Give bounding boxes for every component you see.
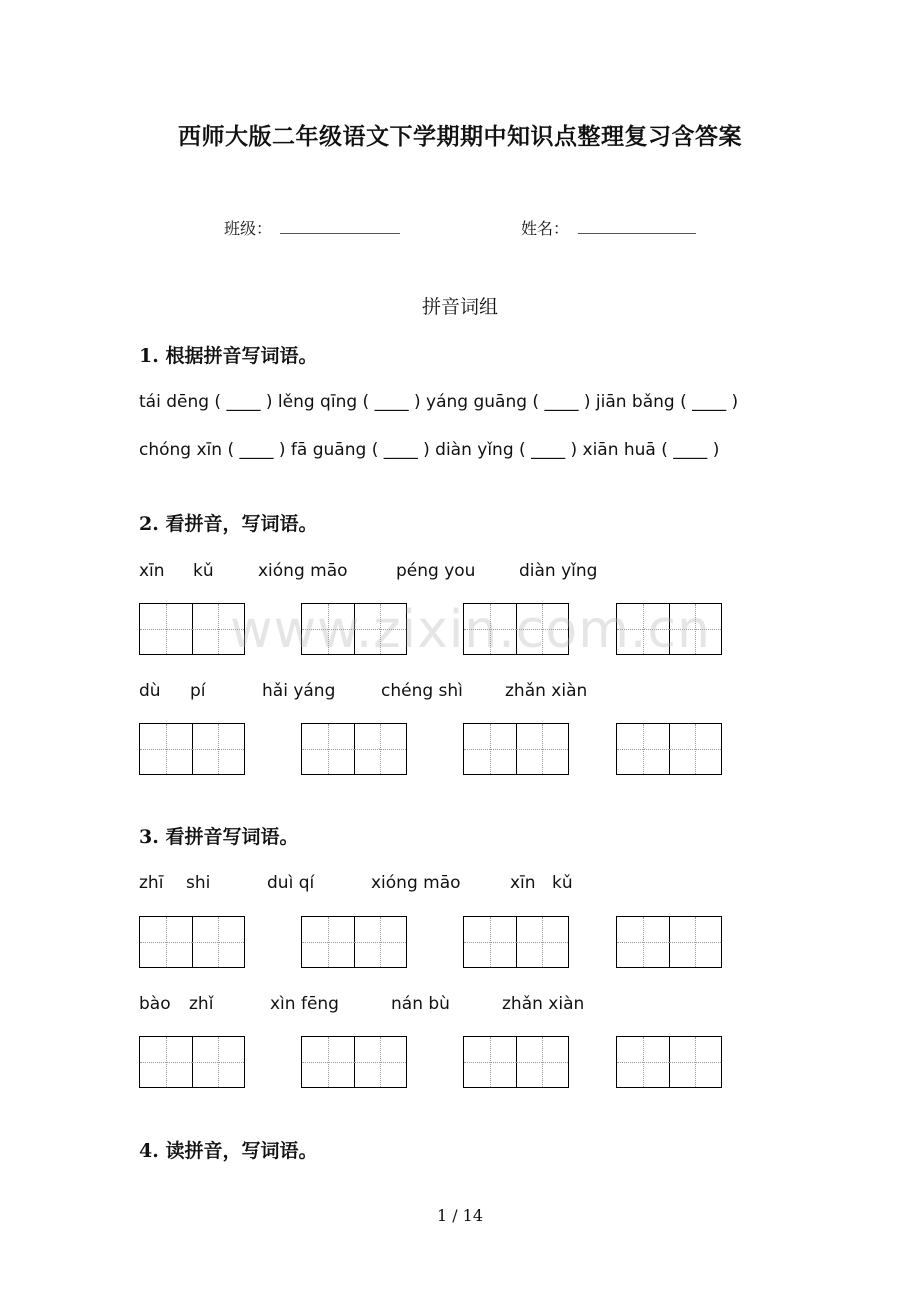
pinyin: xīn: [139, 561, 165, 581]
question-3-text: 看拼音写词语。: [165, 826, 299, 848]
pinyin: xióng māo: [371, 873, 461, 893]
writing-grid[interactable]: [463, 1036, 569, 1088]
section-title: 拼音词组: [421, 296, 498, 318]
pinyin: xìn fēng: [270, 994, 339, 1014]
question-3-number: 3.: [139, 826, 159, 848]
writing-grid[interactable]: [616, 916, 722, 968]
question-4-heading: [139, 1136, 317, 1163]
name-label: 姓名：: [521, 219, 570, 238]
question-1-number: 1.: [139, 345, 159, 367]
pinyin: shi: [186, 873, 211, 893]
pinyin: bào: [139, 994, 171, 1014]
question-2-heading: [139, 509, 317, 536]
question-2-text: 看拼音，写词语。: [165, 513, 318, 535]
pinyin: chéng shì: [381, 681, 463, 701]
question-1-line-2: chóng xīn ( ____ ) fā guāng ( ____ ) diàn yǐng ( ____ ) xiān huā ( ____ ): [139, 440, 720, 460]
writing-grid[interactable]: [139, 916, 245, 968]
question-1-heading: [139, 341, 317, 368]
question-3-heading: [139, 822, 298, 849]
pinyin: zhǎn xiàn: [502, 994, 585, 1014]
pinyin: nán bù: [391, 994, 450, 1014]
pinyin: péng you: [396, 561, 476, 581]
class-blank[interactable]: [280, 233, 400, 234]
pinyin: hǎi yáng: [262, 681, 336, 701]
class-label: 班级：: [224, 219, 273, 238]
question-2-number: 2.: [139, 513, 159, 535]
pinyin: kǔ: [552, 873, 573, 893]
question-1-line-1: tái dēng ( ____ ) lěng qīng ( ____ ) yáng guāng ( ____ ) jiān bǎng ( ____ ): [139, 392, 739, 412]
writing-grid[interactable]: [139, 1036, 245, 1088]
question-4-number: 4.: [139, 1140, 159, 1162]
question-1-text: 根据拼音写词语。: [165, 345, 318, 367]
watermark: www.zixin.com.cn: [230, 600, 711, 660]
question-4-text: 读拼音，写词语。: [165, 1140, 318, 1162]
writing-grid[interactable]: [463, 916, 569, 968]
pinyin: dù: [139, 681, 161, 701]
pinyin: zhǎn xiàn: [505, 681, 588, 701]
writing-grid[interactable]: [301, 1036, 407, 1088]
writing-grid[interactable]: [139, 723, 245, 775]
writing-grid[interactable]: [301, 916, 407, 968]
writing-grid[interactable]: [616, 1036, 722, 1088]
pinyin: xīn: [510, 873, 536, 893]
pinyin: pí: [190, 681, 206, 701]
pinyin: zhī: [139, 873, 164, 893]
name-blank[interactable]: [578, 233, 696, 234]
writing-grid[interactable]: [616, 723, 722, 775]
pinyin: diàn yǐng: [519, 561, 598, 581]
page-number: 1 / 14: [436, 1206, 484, 1225]
writing-grid[interactable]: [463, 723, 569, 775]
pinyin: xióng māo: [258, 561, 348, 581]
pinyin: zhǐ: [189, 994, 214, 1014]
document-title: 西师大版二年级语文下学期期中知识点整理复习含答案: [178, 123, 742, 150]
pinyin: kǔ: [193, 561, 214, 581]
pinyin: duì qí: [267, 873, 315, 893]
writing-grid[interactable]: [301, 723, 407, 775]
